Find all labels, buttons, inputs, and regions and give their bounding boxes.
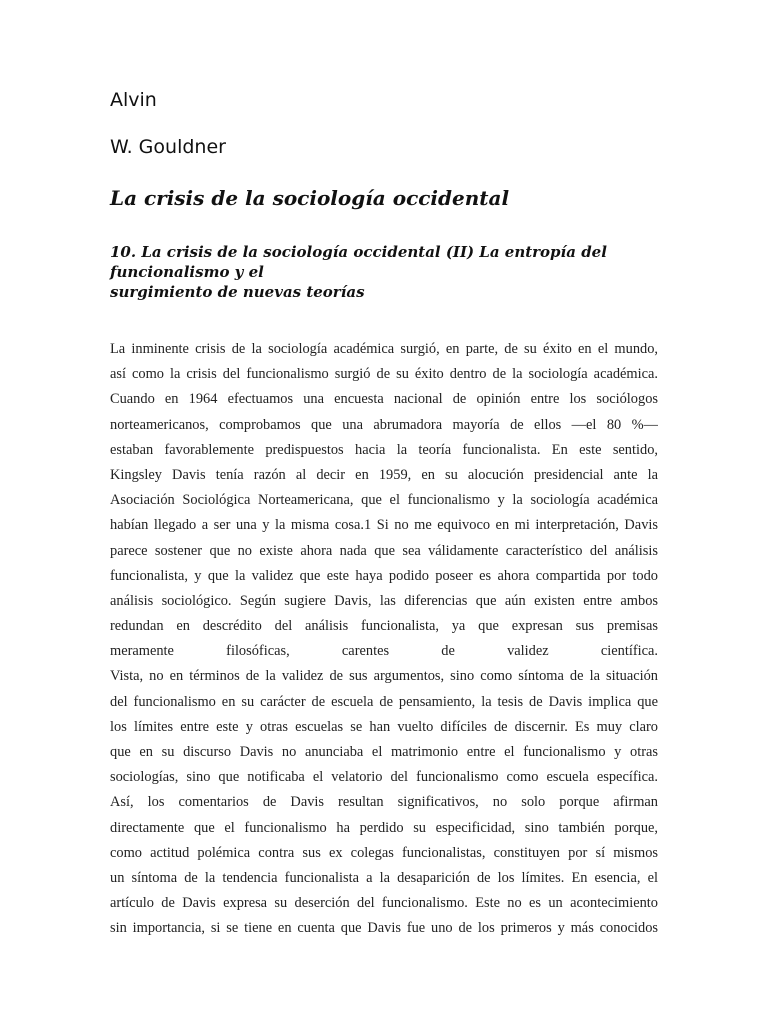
body-line: habían llegado a ser una y la misma cosa.1 Si no me equivoco en mi interpretación, Davis [110, 517, 658, 534]
book-title: La crisis de la sociología occidental [110, 186, 510, 210]
chapter-title-line: surgimiento de nuevas teorías [110, 283, 365, 301]
body-line: que en su discurso Davis no anunciaba el matrimonio entre el funcionalismo y otras [110, 744, 658, 760]
body-line: redundan en descrédito del análisis funcionalista, ya que expresan sus premisas [110, 618, 658, 635]
body-line: meramente filosóficas, carentes de validez científica. [110, 643, 658, 660]
chapter-title [110, 242, 670, 302]
body-line: La inminente crisis de la sociología académica surgió, en parte, de su éxito en el mundo, [110, 341, 658, 357]
body-line: del funcionalismo en su carácter de escuela de pensamiento, la tesis de Davis implica que [110, 693, 658, 710]
author-first-name: Alvin [110, 89, 157, 111]
body-line: funcionalista, y que la validez que este haya podido poseer es ahora compartida por todo [110, 567, 658, 584]
body-line: análisis sociológico. Según sugiere Davis, las diferencias que aún existen entre ambos [110, 592, 658, 609]
body-line: Cuando en 1964 efectuamos una encuesta nacional de opinión entre los sociólogos [110, 391, 658, 408]
chapter-title-line: funcionalismo y el [110, 263, 264, 281]
body-line: estaban favorablemente predispuestos hacia la teoría funcionalista. En este sentido, [110, 441, 658, 458]
author-last-name: W. Gouldner [110, 136, 226, 158]
body-line: directamente que el funcionalismo ha perdido su especificidad, sino también porque, [110, 819, 658, 836]
body-line: sin importancia, si se tiene en cuenta que Davis fue uno de los primeros y más conocidos [110, 920, 658, 937]
body-line: parece sostener que no existe ahora nada que sea válidamente característico del análisis [110, 542, 658, 559]
chapter-title-line: 10. La crisis de la sociología occidental (II) La entropía del [110, 243, 607, 261]
body-line: Vista, no en términos de la validez de sus argumentos, sino como síntoma de la situación [110, 668, 658, 685]
body-line: los límites entre este y otras escuelas se han vuelto difíciles de discernir. Es muy claro [110, 718, 658, 735]
body-paragraphs [110, 337, 658, 942]
body-line: un síntoma de la tendencia funcionalista a la desaparición de los límites. En esencia, el [110, 869, 658, 886]
body-line: Asociación Sociológica Norteamericana, que el funcionalismo y la sociología académica [110, 492, 658, 509]
body-line: Así, los comentarios de Davis resultan significativos, no solo porque afirman [110, 794, 658, 811]
body-line: sociologías, sino que notificaba el velatorio del funcionalismo como escuela específica. [110, 769, 658, 786]
body-line: norteamericanos, comprobamos que una abrumadora mayoría de ellos —el 80 %— [110, 416, 658, 433]
body-line: así como la crisis del funcionalismo surgió de su éxito dentro de la sociología académica. [110, 366, 658, 383]
body-line: Kingsley Davis tenía razón al decir en 1959, en su alocución presidencial ante la [110, 466, 658, 483]
body-line: como actitud polémica contra sus ex colegas funcionalistas, constituyen por sí mismos [110, 844, 658, 861]
body-line: artículo de Davis expresa su deserción del funcionalismo. Este no es un acontecimiento [110, 895, 658, 912]
